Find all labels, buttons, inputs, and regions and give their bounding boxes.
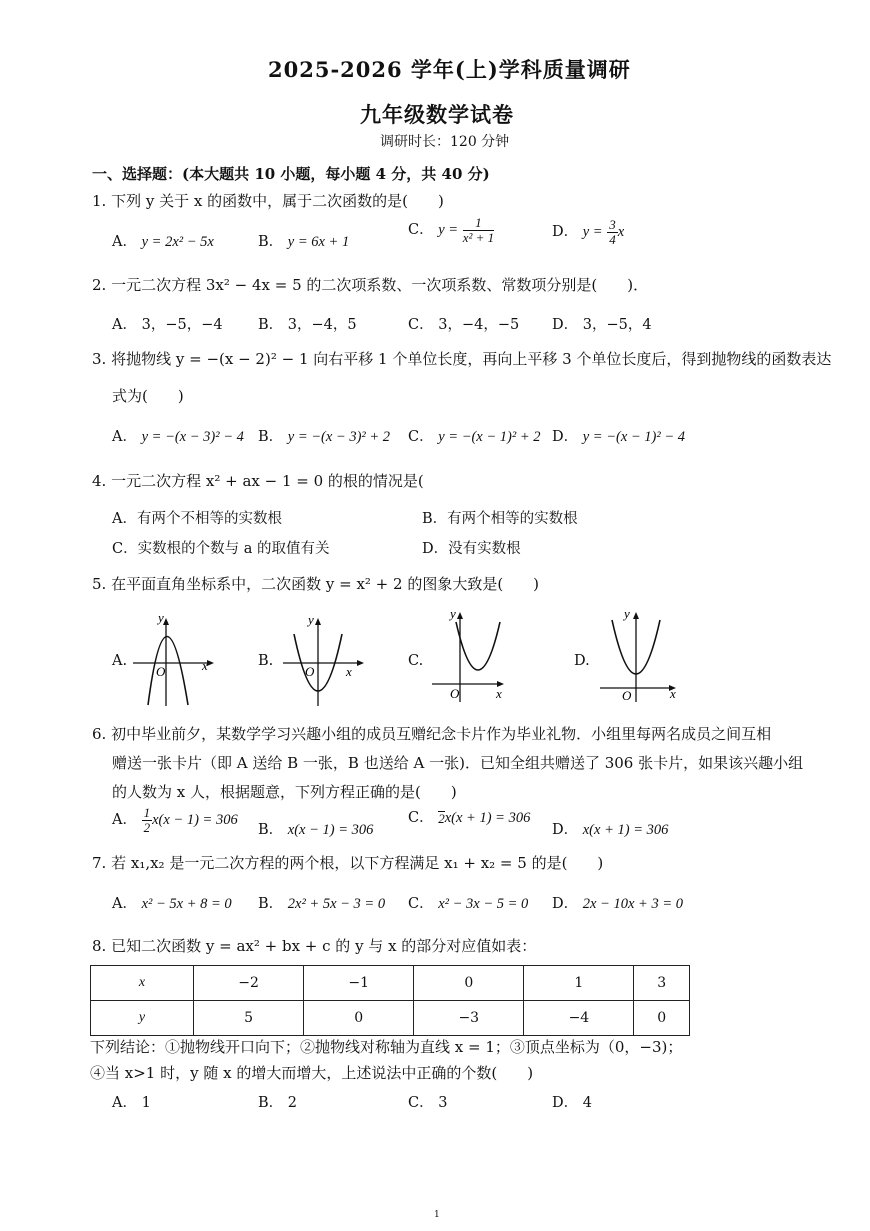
q6-option-d: D． x(x + 1) = 306 bbox=[552, 822, 669, 838]
q1-option-d: D． y = $\frac{3}{4}$ x bbox=[552, 217, 625, 247]
exam-duration: 调研时长：120 分钟 bbox=[380, 134, 510, 150]
q4-option-d: D．没有实数根 bbox=[422, 541, 521, 557]
question-6-cont2: 的人数为 x 人，根据题意，下列方程正确的是( ) bbox=[112, 783, 457, 801]
q7-option-b: B． 2x² + 5x − 3 = 0 bbox=[258, 896, 386, 912]
y-axis-arrow bbox=[457, 612, 463, 619]
page-number: 1 bbox=[434, 1210, 440, 1220]
q2-option-c: C． 3，−4，−5 bbox=[408, 317, 520, 333]
q3-option-a: A． y = −(x − 3)² − 4 bbox=[112, 429, 244, 445]
y-axis-label: y bbox=[158, 610, 164, 625]
q8-option-a: A． 1 bbox=[112, 1095, 151, 1111]
q5-graph-b bbox=[278, 608, 373, 708]
table-cell: 0 bbox=[634, 1001, 690, 1036]
question-8-conclusions: 下列结论：①抛物线开口向下；②抛物线对称轴为直线 x = 1；③顶点坐标为（0，−3)； bbox=[90, 1038, 683, 1056]
table-cell: −2 bbox=[194, 966, 304, 1001]
table-cell: 0 bbox=[414, 966, 524, 1001]
origin-label: O bbox=[156, 664, 166, 679]
q6-option-c: C． 2 x(x + 1) = 306 bbox=[408, 810, 531, 826]
q5-graph-c bbox=[430, 604, 515, 704]
q5-option-d-label: D. bbox=[574, 653, 590, 669]
question-5: 5. 在平面直角坐标系中，二次函数 y = x² + 2 的图象大致是( ) bbox=[92, 575, 540, 593]
x-axis-label: x bbox=[670, 686, 676, 701]
question-1 bbox=[92, 190, 444, 211]
table-cell: 5 bbox=[194, 1001, 304, 1036]
x-axis-label: x bbox=[346, 664, 352, 679]
table-cell: −1 bbox=[304, 966, 414, 1001]
origin-label: O bbox=[305, 664, 315, 679]
x-axis-arrow bbox=[357, 660, 364, 666]
question-6: 6. 初中毕业前夕，某数学学习兴趣小组的成员互赠纪念卡片作为毕业礼物．小组里每两名成员之间互相 bbox=[92, 725, 772, 743]
section-heading: 一、选择题：(本大题共 10 小题，每小题 4 分，共 40 分) bbox=[92, 165, 490, 183]
q7-option-d: D． 2x − 10x + 3 = 0 bbox=[552, 896, 683, 912]
table-cell: 0 bbox=[304, 1001, 414, 1036]
origin-label: O bbox=[450, 686, 460, 701]
y-axis-arrow bbox=[163, 618, 169, 625]
q8-option-b: B． 2 bbox=[258, 1095, 297, 1111]
exam-title: 2025-2026 学年(上)学科质量调研 bbox=[268, 57, 631, 82]
question-text: 下列 y 关于 x 的函数中，属于二次函数的是( ) bbox=[111, 192, 444, 210]
q8-option-c: C． 3 bbox=[408, 1095, 448, 1111]
q2-option-a: A． 3，−5，−4 bbox=[112, 317, 223, 333]
q6-option-b: B． x(x − 1) = 306 bbox=[258, 822, 374, 838]
q1-option-c: C． y = $\frac{1}{\text{x² + 1}}$ bbox=[408, 215, 495, 245]
q6-option-a: A． $\frac{1}{2}$ x(x − 1) = 306 bbox=[112, 805, 238, 835]
q5-graph-a bbox=[128, 608, 223, 708]
table-header-y: y bbox=[91, 1001, 194, 1036]
q1-option-b: B． y = 6x + 1 bbox=[258, 234, 350, 250]
q2-option-b: B． 3，−4，5 bbox=[258, 317, 357, 333]
q7-option-a: A． x² − 5x + 8 = 0 bbox=[112, 896, 232, 912]
parabola-curve bbox=[456, 622, 500, 670]
q5-option-c-label: C. bbox=[408, 653, 424, 669]
q5-option-b-label: B. bbox=[258, 653, 274, 669]
question-8-prompt: ④当 x>1 时，y 随 x 的增大而增大，上述说法中正确的个数( ) bbox=[90, 1064, 534, 1082]
parabola-curve bbox=[148, 637, 188, 706]
q2-option-d: D． 3，−5，4 bbox=[552, 317, 652, 333]
y-axis-label: y bbox=[308, 612, 314, 627]
q3-option-b: B． y = −(x − 3)² + 2 bbox=[258, 429, 391, 445]
question-3-cont: 式为( ) bbox=[112, 387, 184, 405]
table-header-x: x bbox=[91, 966, 194, 1001]
question-number: 1. bbox=[92, 192, 107, 210]
q4-option-a: A．有两个不相等的实数根 bbox=[112, 511, 282, 527]
q3-option-d: D． y = −(x − 1)² − 4 bbox=[552, 429, 686, 445]
q5-graph-d bbox=[598, 604, 688, 704]
table-row-y bbox=[91, 1001, 690, 1036]
question-2: 2. 一元二次方程 3x² − 4x = 5 的二次项系数、一次项系数、常数项分别是( )． bbox=[92, 276, 649, 294]
table-cell: 1 bbox=[524, 966, 634, 1001]
x-axis-label: x bbox=[202, 658, 208, 673]
q3-option-c: C． y = −(x − 1)² + 2 bbox=[408, 429, 541, 445]
x-axis-label: x bbox=[496, 686, 502, 701]
q5-option-a-label: A. bbox=[112, 653, 128, 669]
table-row-x bbox=[91, 966, 690, 1001]
question-6-cont1: 赠送一张卡片（即 A 送给 B 一张，B 也送给 A 一张)．已知全组共赠送了 306 张卡片，如果该兴趣小组 bbox=[112, 754, 804, 772]
q7-option-c: C． x² − 3x − 5 = 0 bbox=[408, 896, 529, 912]
question-8: 8. 已知二次函数 y = ax² + bx + c 的 y 与 x 的部分对应值如表： bbox=[92, 937, 537, 955]
origin-label: O bbox=[622, 688, 632, 703]
q4-option-c: C．实数根的个数与 a 的取值有关 bbox=[112, 541, 330, 557]
question-7: 7. 若 x₁,x₂ 是一元二次方程的两个根，以下方程满足 x₁ + x₂ = 5 的是( ) bbox=[92, 854, 604, 872]
exam-subtitle: 九年级数学试卷 bbox=[360, 102, 514, 127]
table-cell: 3 bbox=[634, 966, 690, 1001]
table-cell: −4 bbox=[524, 1001, 634, 1036]
question-4: 4. 一元二次方程 x² + ax − 1 = 0 的根的情况是( bbox=[92, 472, 424, 490]
q4-option-b: B．有两个相等的实数根 bbox=[422, 511, 578, 527]
y-axis-arrow bbox=[633, 612, 639, 619]
y-axis-label: y bbox=[624, 606, 630, 621]
y-axis-label: y bbox=[450, 606, 456, 621]
question-3: 3. 将抛物线 y = −(x − 2)² − 1 向右平移 1 个单位长度，再向上平移 3 个单位长度后，得到抛物线的函数表达 bbox=[92, 350, 832, 368]
value-table bbox=[90, 965, 690, 1036]
y-axis-arrow bbox=[315, 618, 321, 625]
x-axis-arrow bbox=[207, 660, 214, 666]
q8-option-d: D． 4 bbox=[552, 1095, 592, 1111]
q1-option-a: A． y = 2x² − 5x bbox=[112, 234, 214, 250]
table-cell: −3 bbox=[414, 1001, 524, 1036]
